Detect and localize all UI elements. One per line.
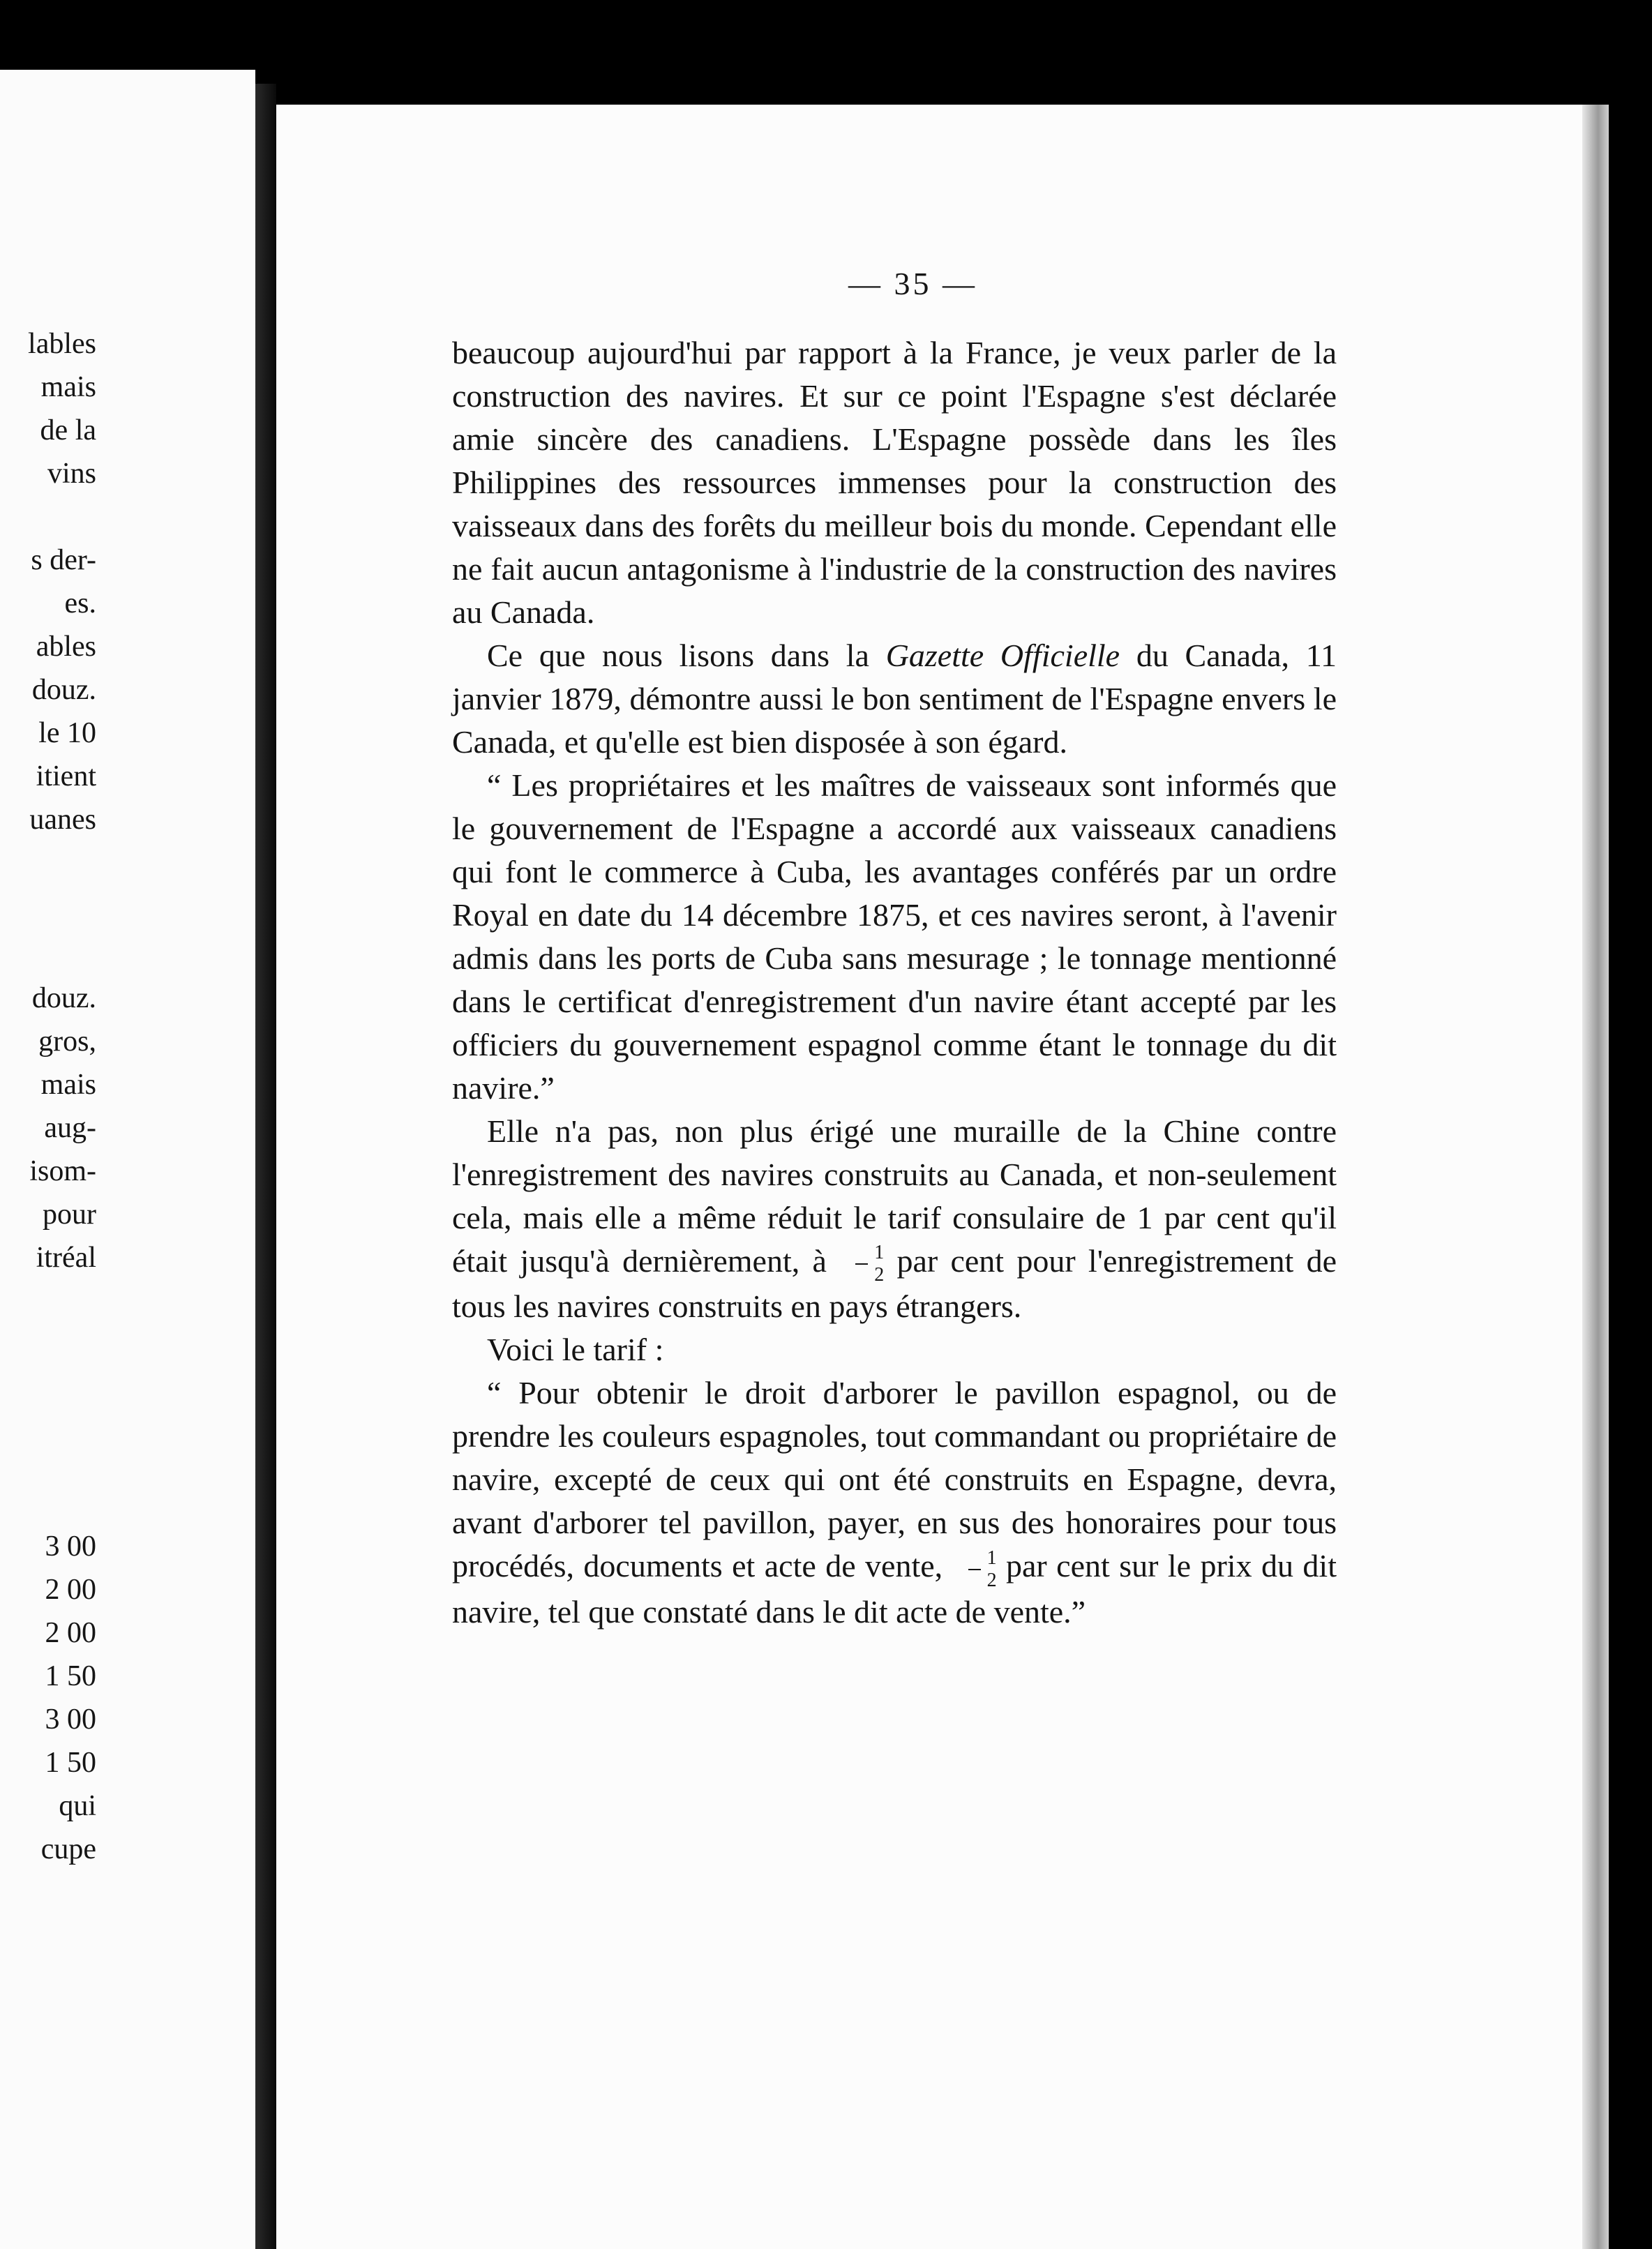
left-line: 3 00	[45, 1703, 96, 1736]
fraction-numerator: 1	[986, 1547, 997, 1569]
left-line: uanes	[29, 804, 96, 836]
left-line: ables	[36, 631, 96, 663]
fraction-denominator: 2	[986, 1569, 997, 1591]
left-line: gros,	[38, 1025, 96, 1058]
paragraph-1: beaucoup aujourd'hui par rapport à la France, je veux parler de la construction des navires. Et sur ce point l'Espagne s'est déclarée amie sincère des canadiens. L'Espagne possède dans les îles Philippines des ressources immenses pour la construction des vaisseaux dans des forêts du meilleur bois du monde. Cependant elle ne fait aucun antagonisme à l'industrie de la construction des navires au Canada.	[452, 335, 1337, 630]
paragraph-6-start: “ Pour obtenir le droit d'arborer le pavillon espagnol, ou de prendre les couleurs espagnoles, tout commandant ou propriétaire de navire, excepté de ceux qui ont été construits en Espagne, devra, avant d'arborer tel pavillon, payer, en sus des honoraires pour tous procédés, documents et acte de vente,	[452, 1375, 1337, 1584]
left-line: pour	[43, 1198, 96, 1231]
fraction-denominator: 2	[874, 1264, 885, 1286]
left-line: douz.	[31, 674, 96, 706]
page-edge-shadow	[1582, 105, 1609, 2249]
left-line: isom-	[29, 1155, 96, 1187]
left-line: aug-	[44, 1112, 96, 1144]
left-line: cupe	[40, 1833, 96, 1865]
left-line: 1 50	[45, 1747, 96, 1779]
left-line: es.	[64, 587, 96, 619]
gazette-title: Gazette Officielle	[885, 638, 1120, 673]
facing-page-left	[0, 70, 255, 2249]
left-line: de la	[40, 414, 96, 446]
page-35	[276, 105, 1609, 2249]
page-number: — 35 —	[848, 266, 977, 301]
body-text	[452, 331, 1337, 1634]
left-line: qui	[59, 1790, 96, 1822]
paragraph-5: Voici le tarif :	[487, 1332, 664, 1368]
left-line: le 10	[38, 717, 96, 749]
fraction-one-half	[952, 1549, 997, 1590]
paragraph-3-quote: “ Les propriétaires et les maîtres de vaisseaux sont informés que le gouvernement de l'Espagne a accordé aux vaisseaux canadiens qui font le commerce à Cuba, les avantages conférés par un ordre Royal en date du 14 décembre 1875, et ces navires seront, à l'avenir admis dans les ports de Cuba sans mesurage ; le tonnage mentionné dans le certificat d'enregistrement d'un navire étant accepté par les officiers du gouvernement espagnol comme étant le tonnage du dit navire.”	[452, 767, 1337, 1106]
paragraph-4	[452, 1110, 1337, 1328]
paragraph-4-start: Elle n'a pas, non plus érigé une muraille de la Chine contre l'enregistrement des navires construits au Canada, et non-seulement cela, mais elle a même réduit le tarif consulaire de 1 par cent qu'il était jusqu'à dernièrement, à	[452, 1113, 1337, 1279]
fraction-one-half	[839, 1243, 884, 1285]
left-line: mais	[40, 371, 96, 403]
left-line: 1 50	[45, 1660, 96, 1692]
paragraph-2	[452, 634, 1337, 764]
left-line: 2 00	[45, 1617, 96, 1649]
paragraph-2-start: Ce que nous lisons dans la	[487, 638, 886, 673]
left-line: itréal	[36, 1242, 96, 1274]
paragraph-4-end: par cent pour l'enregistrement de tous les navires construits en pays étrangers.	[452, 1243, 1337, 1325]
left-line: itient	[36, 760, 96, 792]
left-line: douz.	[31, 982, 96, 1014]
left-line: lables	[28, 328, 96, 360]
paragraph-6-end: par cent sur le prix du dit navire, tel que constaté dans le dit acte de vente.”	[452, 1548, 1337, 1630]
paragraph-2-end: du Canada, 11 janvier 1879, démontre aussi le bon sentiment de l'Espagne envers le Canada, et qu'elle est bien disposée à son égard.	[452, 638, 1337, 760]
fraction-numerator: 1	[874, 1242, 885, 1264]
left-line: 3 00	[45, 1530, 96, 1563]
left-line: s der-	[31, 544, 96, 576]
left-line: mais	[40, 1069, 96, 1101]
left-line: 2 00	[45, 1574, 96, 1606]
book-gutter	[255, 84, 276, 2249]
paragraph-6-quote	[452, 1371, 1337, 1633]
left-line: vins	[47, 458, 96, 490]
